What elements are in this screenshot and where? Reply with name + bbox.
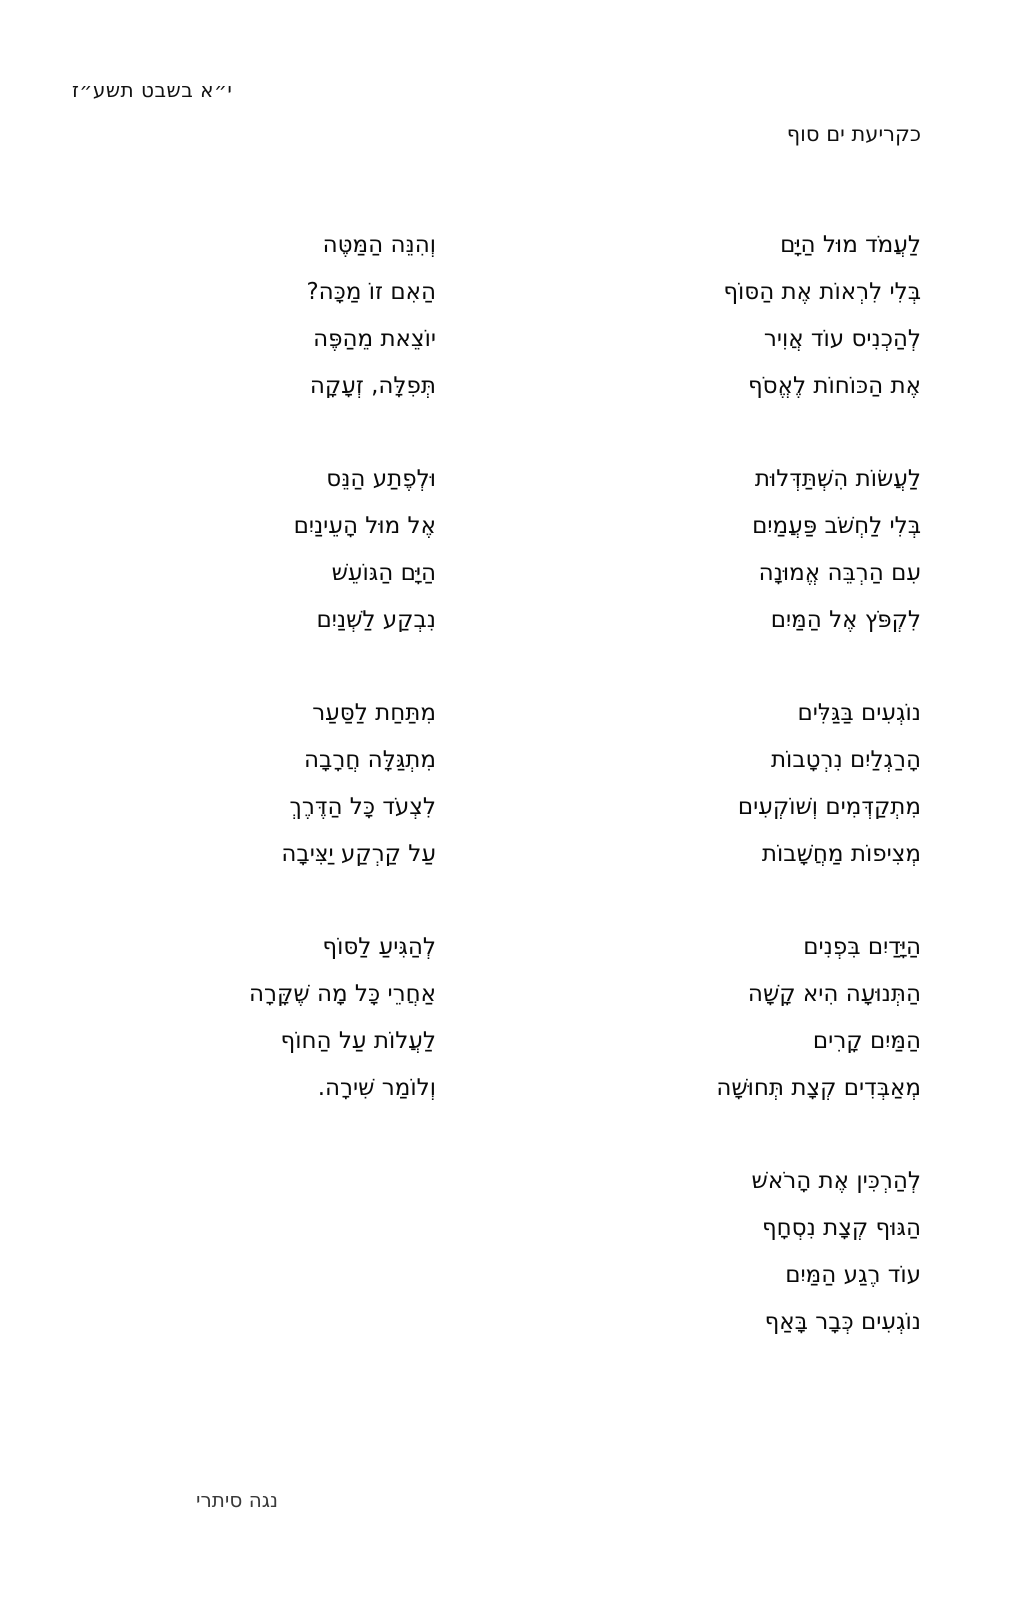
poem-line: בְּלִי לַחְשֹׁב פַּעֲמַיִם (752, 513, 921, 539)
poem-line: מִתַּחַת לַסַּעַר (312, 700, 436, 726)
stanza (581, 1158, 921, 1346)
poem-line: הַמַּיִם קָרִים (812, 1028, 921, 1054)
poem-line: מְאַבְּדִים קְצָת תְּחוּשָׁה (716, 1075, 921, 1101)
poem-line: תְּפִלָּה, זְעָקָה (309, 373, 436, 399)
poem-line: לִצְעֹד כָּל הַדֶּרֶךְ (289, 794, 436, 820)
poem-line: לַעֲמֹד מוּל הַיָּם (780, 232, 921, 258)
poem-line: אֶל מוּל הָעֵינַיִם (293, 513, 436, 539)
poem-line: וְהִנֵּה הַמַּטֶּה (322, 232, 436, 258)
poem-line: יוֹצֵאת מֵהַפֶּה (313, 326, 436, 352)
stanza (581, 456, 921, 644)
stanza (581, 222, 921, 410)
poem-column-left (106, 222, 436, 1346)
stanza (106, 456, 436, 644)
poem-line: הָרַגְלַיִם נִרְטָבוֹת (770, 747, 921, 773)
poem-line: עִם הַרְבֵּה אֱמוּנָה (758, 560, 921, 586)
stanza (581, 690, 921, 878)
poem-line: לְהַכְנִיס עוֹד אֲוִיר (763, 326, 921, 352)
poem-line: הַגּוּף קְצָת נִסְחָף (761, 1215, 921, 1241)
poem-line: אַחֲרֵי כָּל מָה שֶׁקָּרָה (249, 981, 436, 1007)
poem-line: וְלוֹמַר שִׁירָה. (317, 1075, 436, 1101)
document-date: י״א בשבט תשע״ז (72, 78, 233, 102)
poem-columns (0, 222, 1013, 1346)
stanza (106, 222, 436, 410)
poem-line: בְּלִי לִרְאוֹת אֶת הַסּוֹף (723, 279, 921, 305)
poem-line: מְצִיפוֹת מַחֲשָׁבוֹת (761, 841, 921, 867)
stanza (581, 924, 921, 1112)
poem-line: הַאִם זוֹ מַכָּה? (306, 279, 436, 305)
page-title: כקריעת ים סוף (786, 122, 921, 146)
poem-line: נוֹגְעִים בַּגַּלִּים (797, 700, 921, 726)
poem-line: אֶת הַכּוֹחוֹת לֶאֱסֹף (747, 373, 921, 399)
poem-line: הַתְּנוּעָה הִיא קָשָׁה (747, 981, 921, 1007)
poem-line: לְהַרְכִּין אֶת הָרֹאשׁ (751, 1168, 921, 1194)
poem-line: לְהַגִּיעַ לַסּוֹף (322, 934, 436, 960)
poem-column-right (581, 222, 921, 1346)
poem-line: הַיָּם הַגּוֹעֵשׁ (331, 560, 436, 586)
poem-line: מִתְגַּלָּה חֲרָבָה (304, 747, 436, 773)
poem-line: לַעֲלוֹת עַל הַחוֹף (280, 1028, 436, 1054)
poem-line: עוֹד רֶגַע הַמַּיִם (785, 1262, 921, 1288)
poem-line: וּלְפֶתַע הַנֵּס (326, 466, 436, 492)
stanza (106, 690, 436, 878)
poem-line: הַיָּדַיִם בִּפְנִים (803, 934, 921, 960)
poem-line: מִתְקַדְּמִים וְשׁוֹקְעִים (737, 794, 921, 820)
poem-line: לִקְפֹּץ אֶל הַמַּיִם (770, 607, 921, 633)
poem-line: נוֹגְעִים כְּבָר בָּאַף (764, 1309, 921, 1335)
poem-line: נִבְקַע לַשְׁנַיִם (316, 607, 436, 633)
poem-line: לַעֲשׂוֹת הִשְׁתַּדְּלוּת (754, 466, 921, 492)
author-signature: נגה סיתרי (196, 1488, 279, 1512)
poem-line: עַל קַרְקַע יַצִּיבָה (281, 841, 436, 867)
stanza (106, 924, 436, 1112)
